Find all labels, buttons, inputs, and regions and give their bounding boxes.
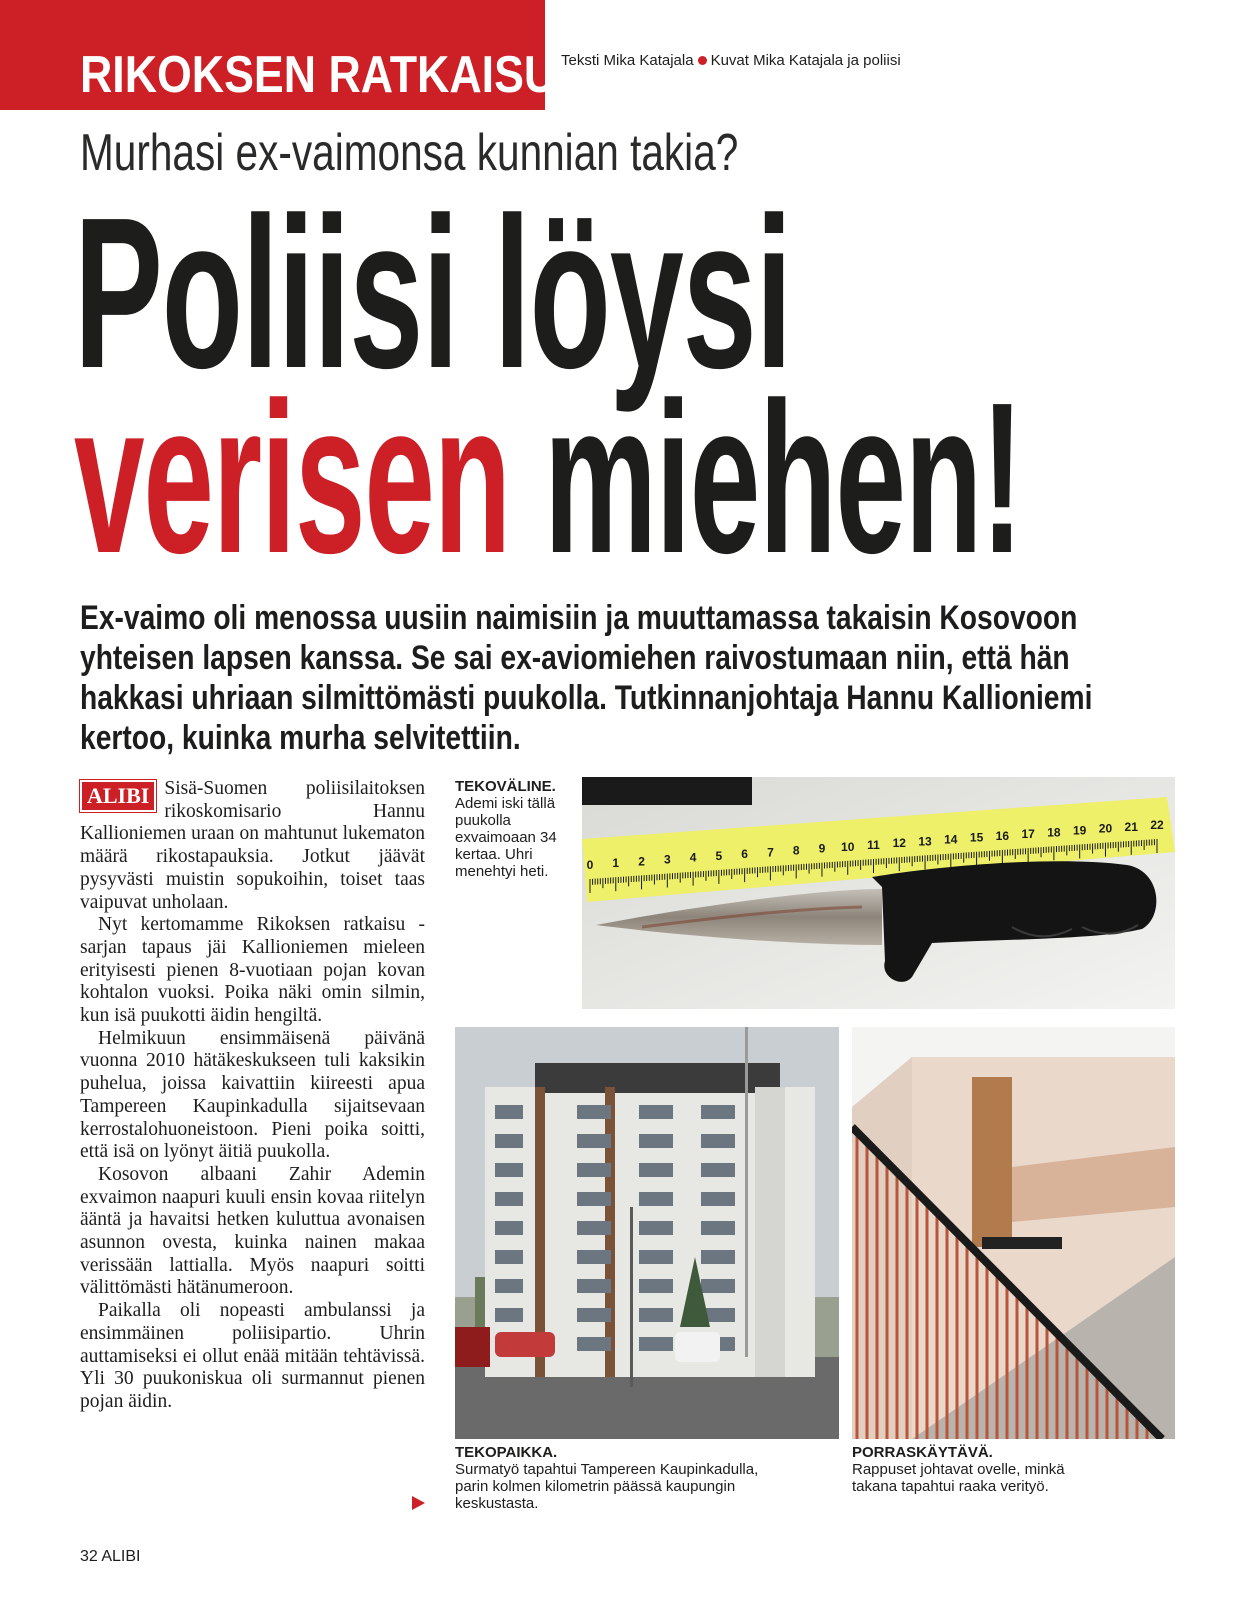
ruler-number: 6	[741, 847, 748, 862]
caption-place	[455, 1444, 785, 1512]
building-illustration	[455, 1027, 839, 1439]
caption-text: Ademi iski tällä puukolla exvaimoaan 34 kertaa. Uhri menehtyi heti.	[455, 795, 557, 880]
ruler-number: 0	[586, 858, 594, 872]
ruler-number: 16	[995, 828, 1010, 843]
caption-title: PORRASKÄYTÄVÄ.	[852, 1444, 993, 1461]
caption-text: Rappuset johtavat ovelle, minkä takana tapahtui raaka verityö.	[852, 1461, 1065, 1495]
ruler-number: 7	[767, 845, 774, 860]
stairwell-illustration	[852, 1027, 1175, 1439]
ruler-number: 14	[944, 832, 958, 847]
alibi-badge: ALIBI	[80, 780, 156, 812]
ruler-number: 1	[612, 856, 620, 871]
stairwell-photo	[852, 1027, 1175, 1439]
ruler-number: 2	[638, 854, 645, 869]
knife-illustration	[582, 777, 1175, 1009]
ruler-number: 19	[1073, 823, 1087, 838]
ruler-number: 4	[689, 850, 697, 865]
ruler-number: 22	[1150, 818, 1164, 832]
body-paragraph: Kosovon albaani Zahir Ademin exvaimon naapuri kuuli ensin kovaa riitelyn ääntä ja havaitsi hetken kuluttua avonaisen asunnon ovesta, kuinka nainen makaa verissään lattialla. Myös naapuri soitti välittömästi hätänumeroon.	[80, 1163, 425, 1299]
ruler-number: 17	[1021, 827, 1035, 842]
caption-title: TEKOPAIKKA.	[455, 1444, 558, 1461]
kicker-headline: Murhasi ex-vaimonsa kunnian takia?	[80, 124, 739, 182]
ruler-number: 20	[1098, 821, 1113, 836]
building-photo	[455, 1027, 839, 1439]
byline	[561, 52, 901, 69]
headline-red-word: verisen	[74, 357, 511, 598]
continue-arrow-icon	[412, 1496, 425, 1510]
ruler-number: 12	[892, 836, 906, 851]
main-headline-line2	[74, 357, 1023, 598]
body-column	[80, 778, 425, 1414]
ruler-number: 13	[918, 834, 932, 849]
ruler-number: 5	[715, 848, 723, 863]
ruler-number: 18	[1047, 825, 1061, 840]
byline-photos: Kuvat Mika Katajala ja poliisi	[710, 52, 901, 69]
ruler-number: 21	[1124, 819, 1138, 834]
page-folio: 32 ALIBI	[80, 1548, 141, 1565]
body-paragraph: Helmikuun ensimmäisenä päivänä vuonna 2010 hätäkeskukseen tuli kaksikin puhelua, joissa kaivattiin kiireesti apua Tampereen Kaupinkadulla sijaitsevaan kerrostalohuoneistoon. Pieni poika soitti, että isä on lyönyt äitiä puukolla.	[80, 1027, 425, 1163]
ruler-number: 8	[792, 843, 800, 858]
ruler-number: 9	[818, 841, 826, 856]
body-paragraph-text: Sisä-Suomen poliisilaitoksen rikoskomisario Hannu Kallioniemen uraan on mahtunut lukematon määrä rikostapauksia. Jotkut jäävät pysyvästi muistin sopukoihin, toiset taas vaipuvat unholaan.	[80, 778, 425, 913]
ruler-number: 15	[969, 830, 984, 845]
caption-text: Surmatyö tapahtui Tampereen Kaupinkadulla, parin kolmen kilometrin päässä kaupungin keskustasta.	[455, 1461, 759, 1512]
ruler-number: 3	[663, 852, 671, 867]
ruler-number: 10	[841, 839, 855, 854]
knife-photo	[582, 777, 1175, 1009]
headline-rest: miehen!	[510, 357, 1023, 598]
caption-title: TEKOVÄLINE.	[455, 778, 556, 795]
caption-stair	[852, 1444, 1112, 1495]
caption-knife	[455, 778, 570, 880]
body-paragraph	[80, 778, 425, 914]
section-label: RIKOKSEN RATKAISU	[80, 46, 557, 104]
ruler-number: 11	[867, 838, 880, 852]
body-paragraph: Paikalla oli nopeasti ambulanssi ja ensimmäinen poliisipartio. Uhrin auttamiseksi ei ollut enää mitään tehtävissä. Yli 30 puukoniskua oli surmannut pienen pojan äidin.	[80, 1300, 425, 1412]
byline-text: Teksti Mika Katajala	[561, 52, 694, 69]
main-headline-line1: Poliisi löysi	[74, 172, 792, 413]
bullet-dot-icon	[698, 56, 707, 65]
body-paragraph: Nyt kertomamme Rikoksen ratkaisu -sarjan tapaus jäi Kallioniemen mieleen erityisesti pienen 8-vuotiaan pojan kovan kohtalon vuoksi. Poika näki omin silmin, kun isä puukotti äidin hengiltä.	[80, 914, 425, 1027]
lead-paragraph: Ex-vaimo oli menossa uusiin naimisiin ja muuttamassa takaisin Kosovoon yhteisen lapsen kanssa. Se sai ex-aviomiehen raivostumaan niin, että hän hakkasi uhriaan silmittömästi puukolla. Tutkinnanjohtaja Hannu Kallioniemi kertoo, kuinka murha selvitettiin.	[80, 599, 1093, 757]
